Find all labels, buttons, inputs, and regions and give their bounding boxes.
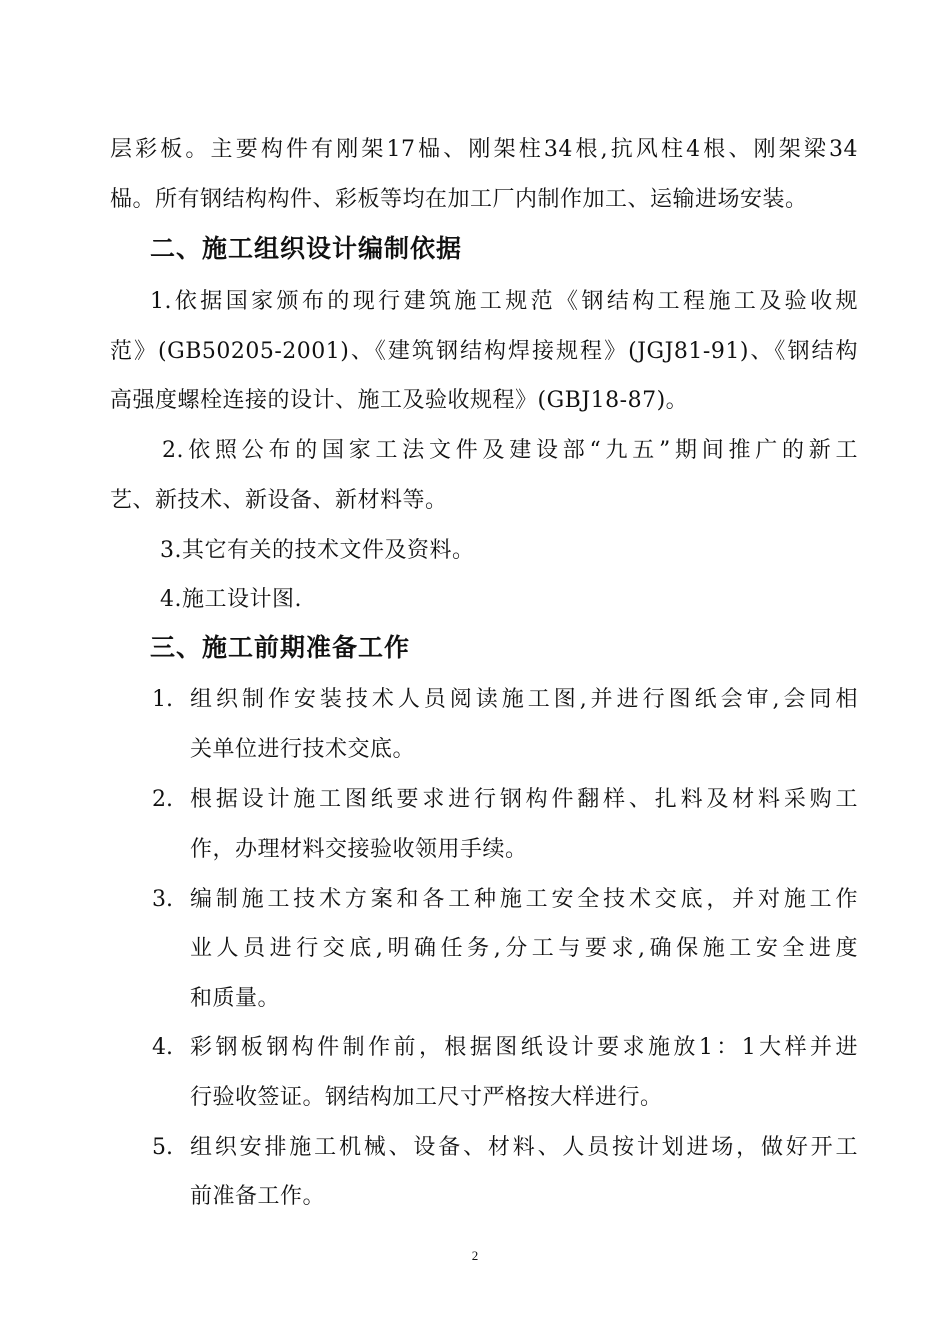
- section-2-p2-line-1: 2.依照公布的国家工法文件及建设部“九五”期间推广的新工: [162, 438, 858, 463]
- intro-line-1: 层彩板。主要构件有刚架17榀、刚架柱34根,抗风柱4根、刚架梁34: [110, 137, 858, 162]
- list-item-line: 关单位进行技术交底。: [190, 737, 416, 762]
- list-item-line: 彩钢板钢构件制作前，根据图纸设计要求施放1：1大样并进: [190, 1035, 858, 1060]
- list-item-number: 5.: [152, 1135, 173, 1160]
- list-item-line: 业人员进行交底,明确任务,分工与要求,确保施工安全进度: [190, 936, 858, 961]
- list-item-line: 作，办理材料交接验收领用手续。: [190, 837, 528, 862]
- intro-line-2: 榀。所有钢结构构件、彩板等均在加工厂内制作加工、运输进场安装。: [110, 187, 808, 212]
- list-item-line: 行验收签证。钢结构加工尺寸严格按大样进行。: [190, 1085, 663, 1110]
- section-2-p3: 3.其它有关的技术文件及资料。: [160, 538, 475, 563]
- section-2-p1-line-1: 1.依据国家颁布的现行建筑施工规范《钢结构工程施工及验收规: [150, 289, 858, 314]
- section-2-p1-line-2: 范》(GB50205-2001)、《建筑钢结构焊接规程》(JGJ81-91)、《钢结构: [110, 339, 858, 364]
- list-item-number: 3.: [152, 887, 173, 912]
- section-2-p1-line-3: 高强度螺栓连接的设计、施工及验收规程》(GBJ18-87)。: [110, 388, 689, 413]
- page-number: 2: [471, 1248, 479, 1263]
- section-2-heading: 二、施工组织设计编制依据: [150, 234, 463, 263]
- list-item-number: 4.: [152, 1035, 173, 1060]
- list-item-line: 组织安排施工机械、设备、材料、人员按计划进场，做好开工: [190, 1135, 858, 1160]
- section-2-p2-line-2: 艺、新技术、新设备、新材料等。: [110, 488, 448, 513]
- list-item-line: 根据设计施工图纸要求进行钢构件翻样、扎料及材料采购工: [190, 787, 858, 812]
- list-item-number: 2.: [152, 787, 173, 812]
- list-item-line: 编制施工技术方案和各工种施工安全技术交底，并对施工作: [190, 887, 858, 912]
- section-2-p4: 4.施工设计图.: [160, 587, 302, 612]
- list-item-line: 前准备工作。: [190, 1184, 326, 1209]
- section-3-heading: 三、施工前期准备工作: [150, 633, 411, 662]
- list-item-number: 1.: [152, 687, 173, 712]
- list-item-line: 组织制作安装技术人员阅读施工图,并进行图纸会审,会同相: [190, 687, 858, 712]
- list-item-line: 和质量。: [190, 986, 281, 1011]
